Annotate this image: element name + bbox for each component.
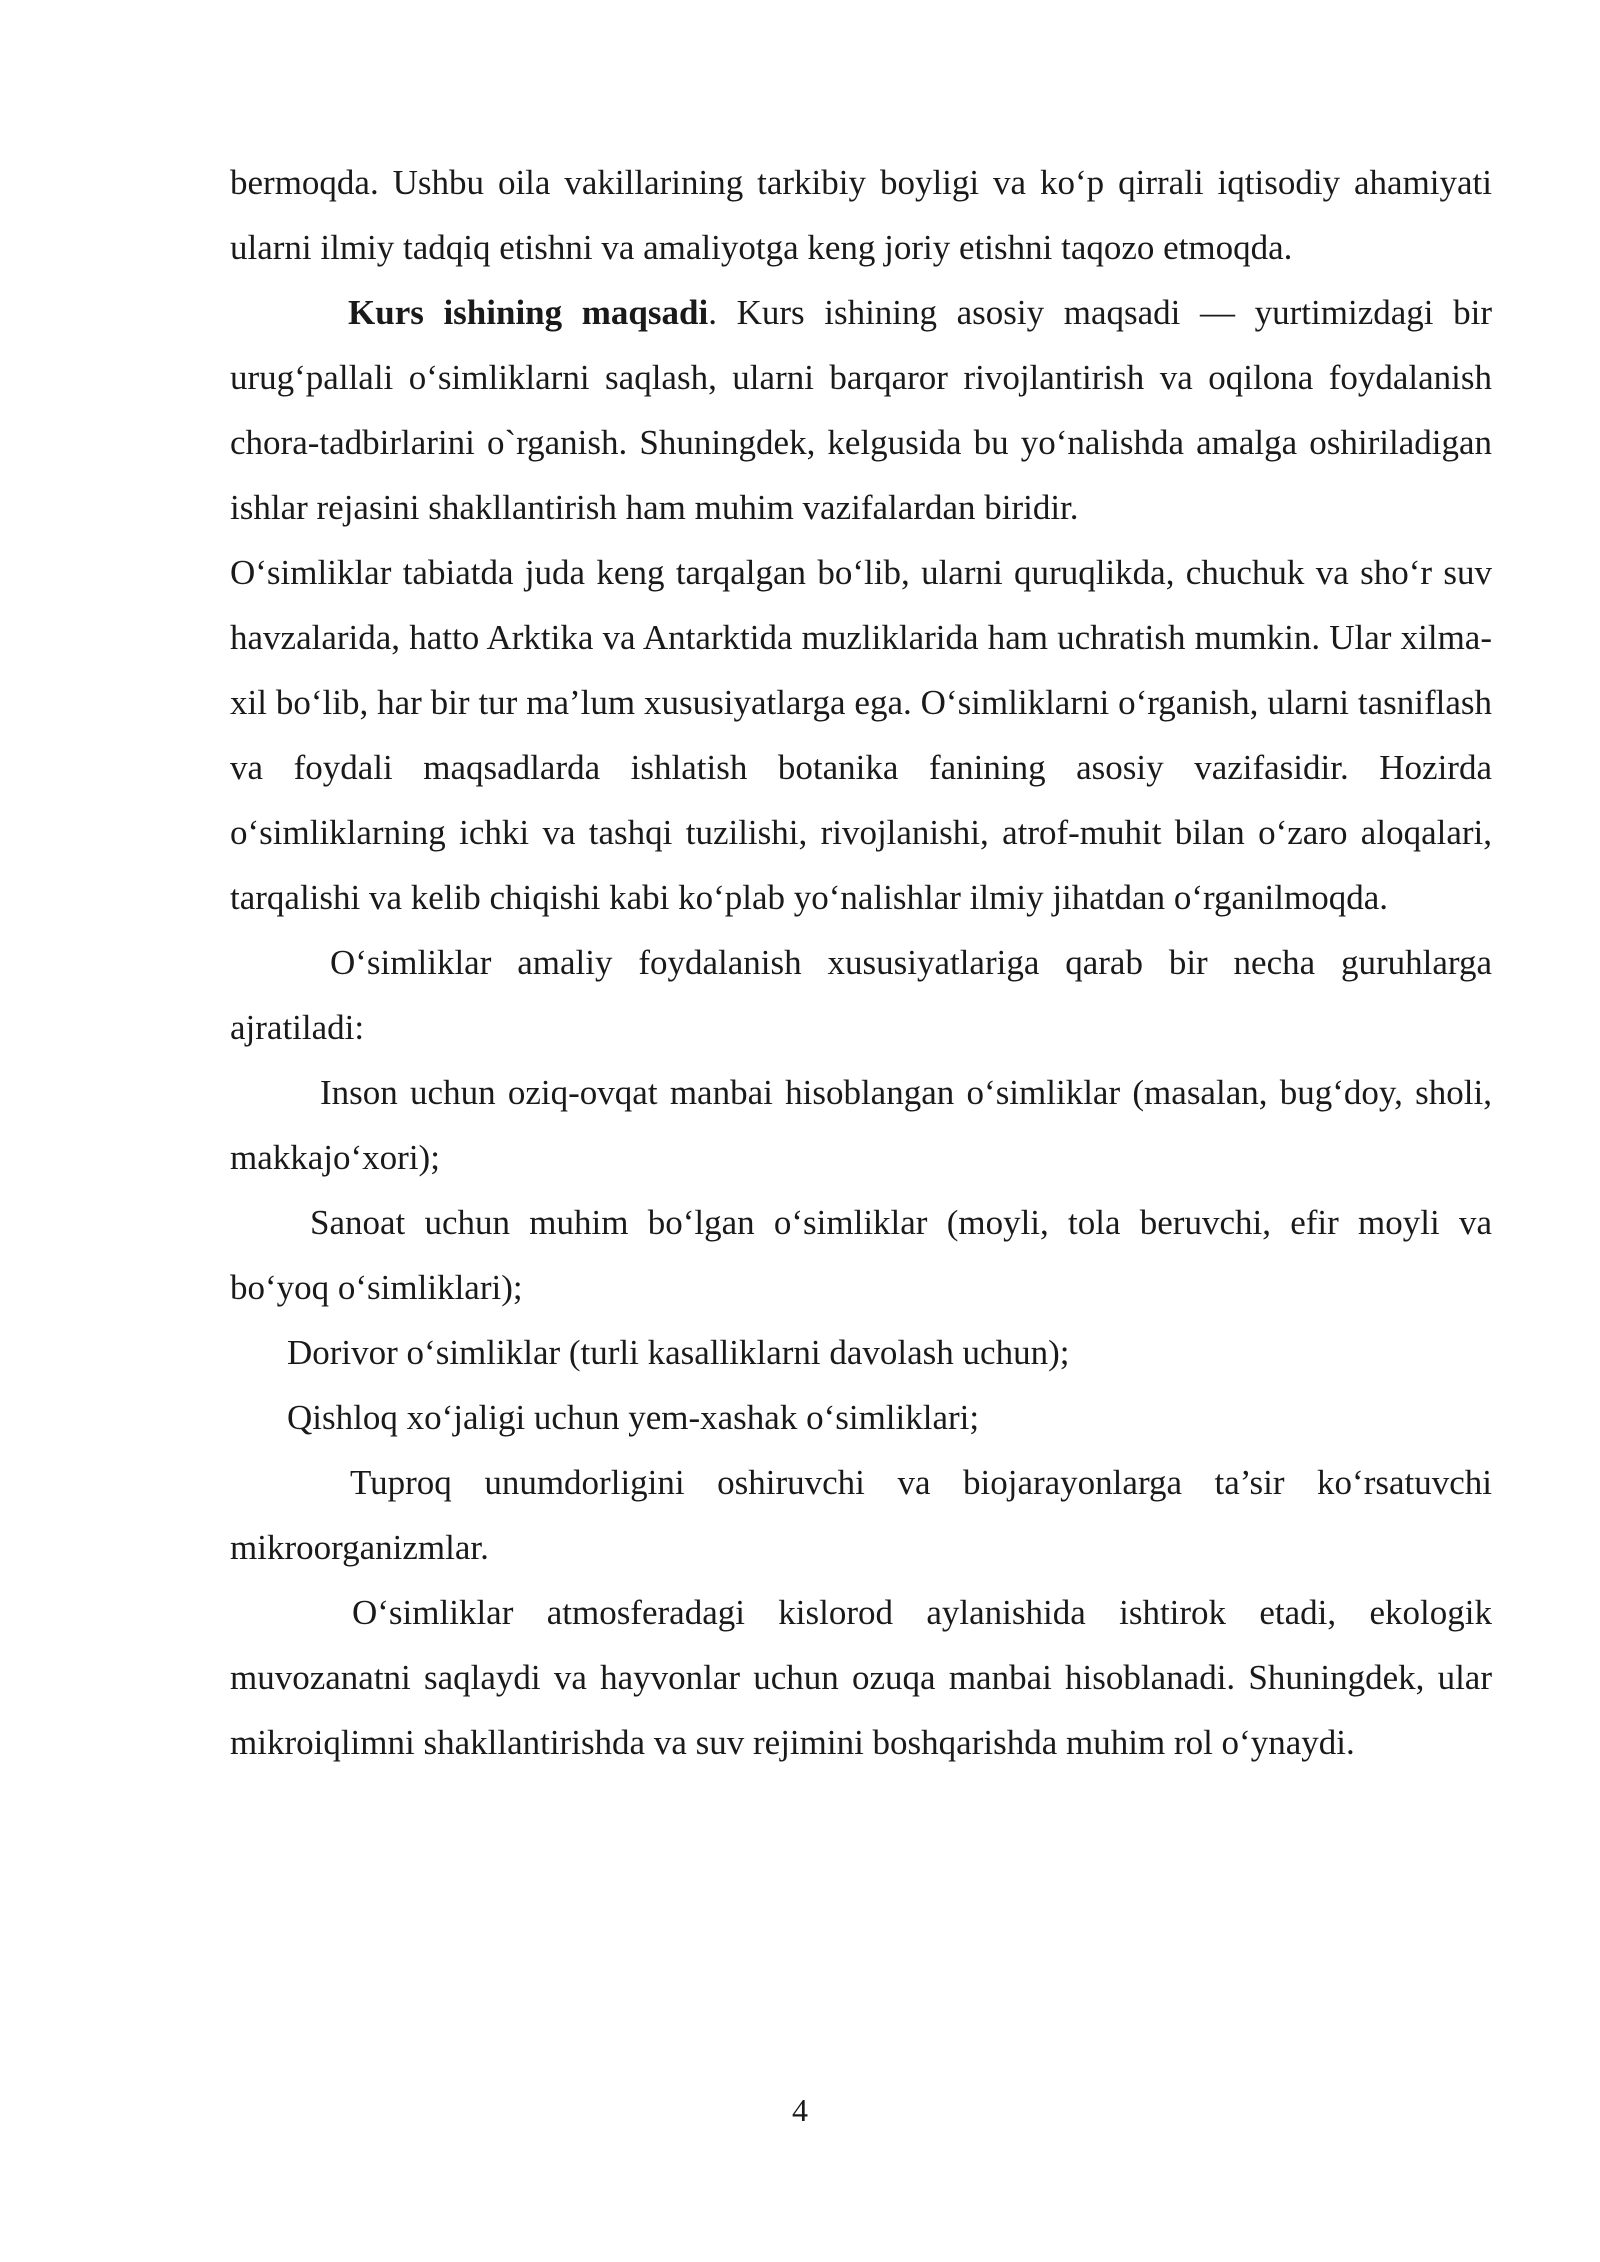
list-item-medicinal-plants: Dorivor o‘simliklar (turli kasalliklarni davolash uchun); (287, 1333, 1070, 1372)
paragraph-intro-continuation: bermoqda. Ushbu oila vakillarining tarkibiy boyligi va ko‘p qirrali iqtisodiy ahamiyati ularni ilmiy tadqiq etishni va amaliyotga keng joriy etishni taqozo etmoqda. (230, 163, 1492, 267)
document-body (230, 150, 1492, 1775)
list-item-food-plants: Inson uchun oziq-ovqat manbai hisoblangan o‘simliklar (masalan, bug‘doy, sholi, makkajo‘xori); (230, 1073, 1492, 1177)
page-number: 4 (792, 2092, 808, 2128)
paragraph-course-goal (230, 280, 1492, 540)
course-goal-text: . Kurs ishining asosiy maqsadi — yurtimizdagi bir urug‘pallali o‘simliklarni saqlash, ularni barqaror rivojlantirish va oqilona foydalanish chora-tadbirlarini o`rganish. Shuningdek, kelgusida bu yo‘nalishda amalga oshiriladigan ishlar rejasini shakllantirish ham muhim vazifalardan biridir. (230, 293, 1492, 527)
paragraph-ecological-role: O‘simliklar atmosferadagi kislorod aylanishida ishtirok etadi, ekologik muvozanatni saqlaydi va hayvonlar uchun ozuqa manbai hisoblanadi. Shuningdek, ular mikroiqlimni shakllantirishda va suv rejimini boshqarishda muhim rol o‘ynaydi. (230, 1593, 1492, 1762)
list-item-microorganisms: Tuproq unumdorligini oshiruvchi va biojarayonlarga ta’sir ko‘rsatuvchi mikroorganizmlar. (230, 1463, 1492, 1567)
paragraph-plant-distribution: O‘simliklar tabiatda juda keng tarqalgan bo‘lib, ularni quruqlikda, chuchuk va sho‘r suv havzalarida, hatto Arktika va Antarktida muzliklarida ham uchratish mumkin. Ular xilma-xil bo‘lib, har bir tur ma’lum xususiyatlarga ega. O‘simliklarni o‘rganish, ularni tasniflash va foydali maqsadlarda ishlatish botanika fanining asosiy vazifasidir. Hozirda o‘simliklarning ichki va tashqi tuzilishi, rivojlanishi, atrof-muhit bilan o‘zaro aloqalari, tarqalishi va kelib chiqishi kabi ko‘plab yo‘nalishlar ilmiy jihatdan o‘rganilmoqda. (230, 553, 1492, 917)
list-item-industrial-plants: Sanoat uchun muhim bo‘lgan o‘simliklar (moyli, tola beruvchi, efir moyli va bo‘yoq o‘simliklari); (230, 1203, 1492, 1307)
paragraph-plant-groups-intro: O‘simliklar amaliy foydalanish xususiyatlariga qarab bir necha guruhlarga ajratiladi: (230, 943, 1492, 1047)
list-item-fodder-plants: Qishloq xo‘jaligi uchun yem-xashak o‘simliklari; (287, 1398, 980, 1437)
course-goal-heading: Kurs ishining maqsadi (348, 293, 709, 332)
